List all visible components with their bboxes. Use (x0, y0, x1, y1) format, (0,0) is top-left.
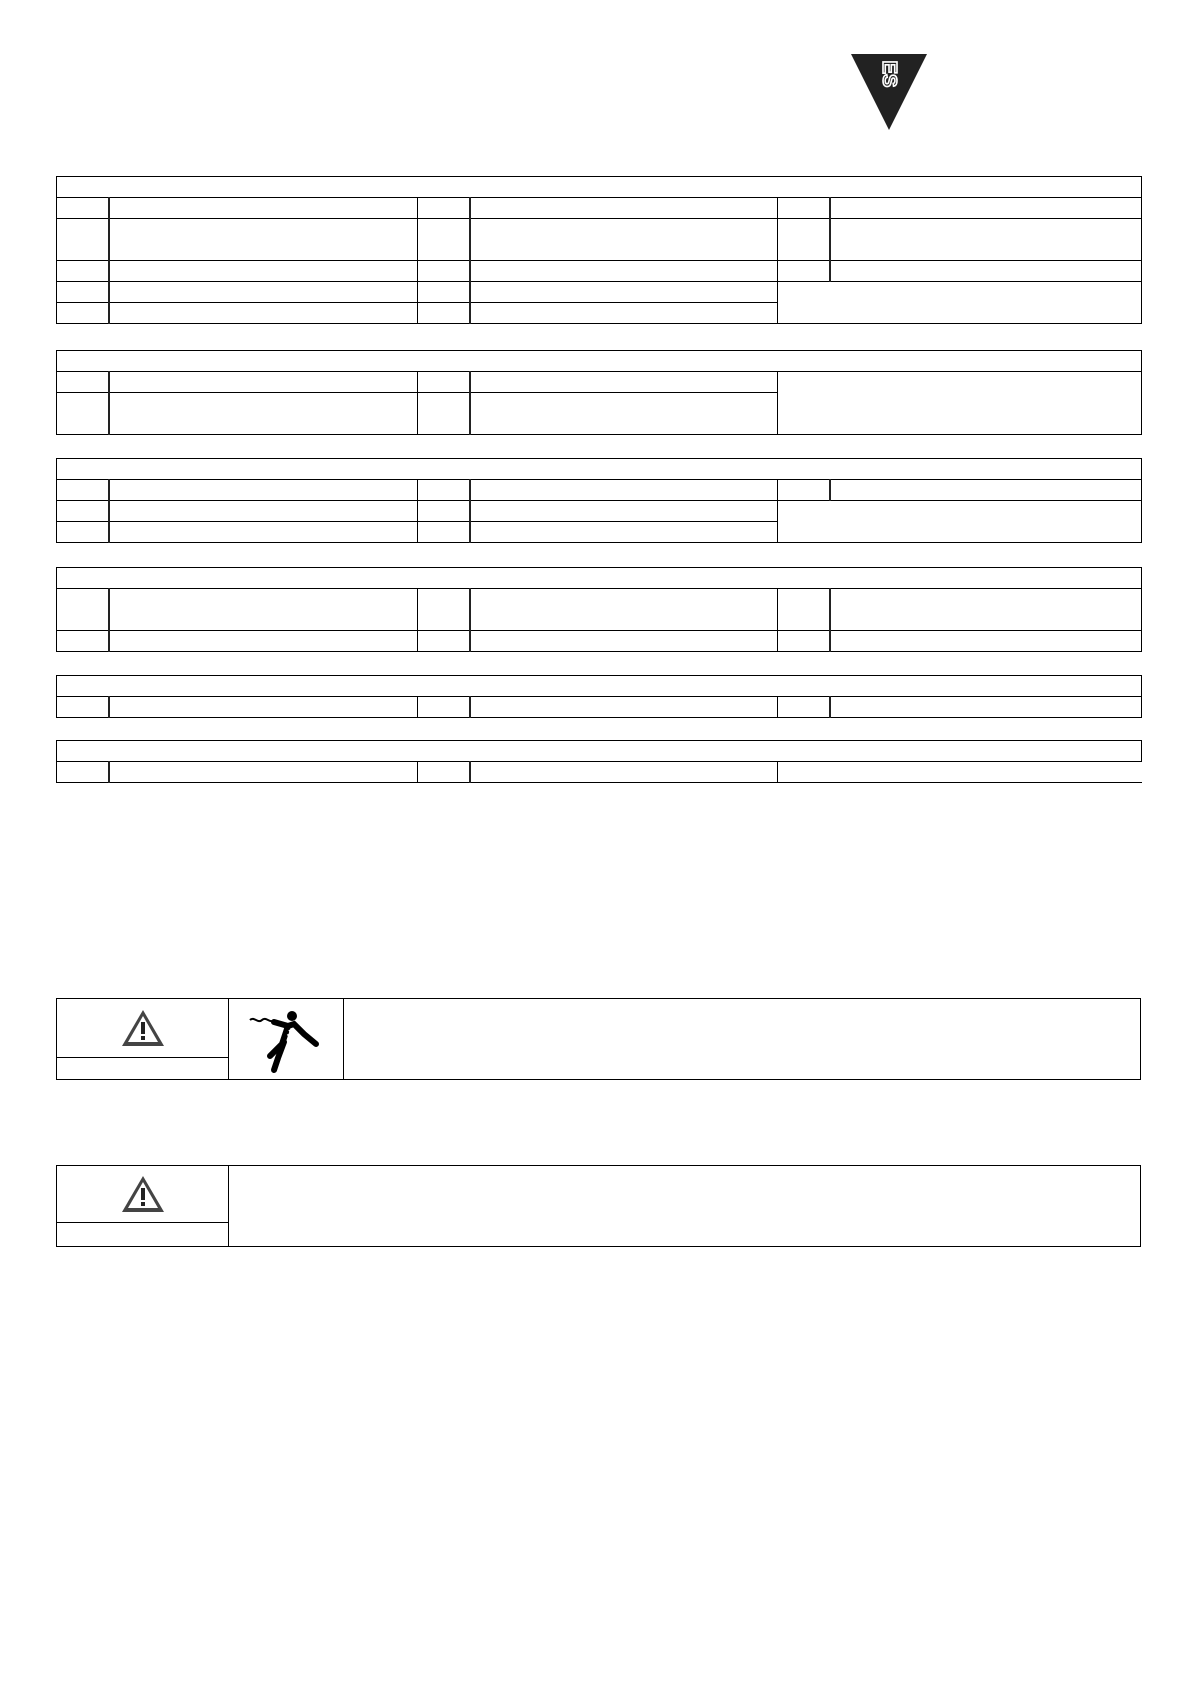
table-cell (109, 372, 418, 393)
table-cell (470, 282, 778, 303)
table-cell (418, 522, 470, 543)
electric-shock-hazard-icon (248, 1004, 324, 1074)
table-cell (57, 261, 109, 282)
table-header-row (57, 568, 1142, 589)
table-cell (470, 198, 778, 219)
electrical-warning-box (56, 998, 1141, 1080)
warning-text (344, 999, 1140, 1079)
table-cell (418, 303, 470, 324)
table-cell (470, 393, 778, 435)
spec-table-5 (56, 675, 1142, 718)
table-cell (778, 261, 830, 282)
warning-triangle-icon (120, 1008, 166, 1048)
table-cell (57, 589, 109, 631)
svg-text:ES: ES (878, 60, 900, 88)
shock-icon-cell (229, 999, 344, 1079)
table-cell (418, 261, 470, 282)
table-row (57, 198, 1142, 219)
warning-label (57, 1223, 228, 1246)
table-cell (778, 697, 830, 718)
table-cell (109, 480, 418, 501)
spec-table-2 (56, 350, 1142, 435)
warning-label (57, 1058, 228, 1079)
table-row (57, 762, 1142, 783)
language-badge (849, 52, 929, 132)
table-cell (778, 501, 1142, 543)
table-row (57, 219, 1142, 261)
table-row (57, 261, 1142, 282)
table-cell (830, 219, 1142, 261)
table-cell (778, 631, 830, 652)
table-header-row (57, 177, 1142, 198)
table-cell (418, 282, 470, 303)
table-cell (778, 372, 1142, 435)
table-cell (830, 697, 1142, 718)
table-cell (109, 589, 418, 631)
table-cell (109, 762, 418, 783)
table-cell (830, 198, 1142, 219)
table-cell (418, 393, 470, 435)
table-cell (470, 589, 778, 631)
spec-table-3 (56, 458, 1142, 543)
table-header-row (57, 459, 1142, 480)
table-cell (57, 762, 109, 783)
language-badge-text (849, 52, 929, 92)
table-cell (778, 762, 1142, 783)
table-cell (109, 522, 418, 543)
table-cell (109, 261, 418, 282)
table-cell (778, 198, 830, 219)
warning-icon-cell (57, 999, 229, 1079)
table-cell (830, 261, 1142, 282)
table-cell (57, 282, 109, 303)
table-row (57, 372, 1142, 393)
table-row (57, 631, 1142, 652)
warning-icon-cell (57, 1166, 229, 1246)
table-cell (418, 372, 470, 393)
table-row (57, 589, 1142, 631)
table-cell (57, 631, 109, 652)
table-cell (778, 589, 830, 631)
table-cell (57, 480, 109, 501)
table-cell (830, 589, 1142, 631)
table-cell (418, 501, 470, 522)
table-cell (57, 393, 109, 435)
table-cell (57, 372, 109, 393)
warning-triangle-icon (120, 1174, 166, 1214)
table-cell (470, 697, 778, 718)
spec-table-6 (56, 740, 1142, 783)
table-cell (418, 762, 470, 783)
table-cell (57, 303, 109, 324)
spec-table-1 (56, 176, 1142, 324)
table-header (57, 676, 1142, 697)
table-header (57, 459, 1142, 480)
table-cell (830, 480, 1142, 501)
table-cell (109, 501, 418, 522)
table-cell (418, 631, 470, 652)
table-cell (470, 631, 778, 652)
table-cell (57, 522, 109, 543)
table-cell (778, 480, 830, 501)
table-cell (470, 303, 778, 324)
table-cell (418, 198, 470, 219)
table-header (57, 568, 1142, 589)
table-cell (57, 219, 109, 261)
table-cell (470, 372, 778, 393)
table-row (57, 282, 1142, 303)
warning-text (229, 1166, 1140, 1246)
table-cell (109, 198, 418, 219)
table-row (57, 480, 1142, 501)
table-cell (109, 282, 418, 303)
table-cell (109, 219, 418, 261)
table-cell (57, 501, 109, 522)
table-cell (778, 282, 1142, 324)
table-header-row (57, 351, 1142, 372)
general-warning-box (56, 1165, 1141, 1247)
table-cell (418, 480, 470, 501)
table-cell (470, 219, 778, 261)
spec-table-4 (56, 567, 1142, 652)
table-cell (109, 303, 418, 324)
table-cell (418, 219, 470, 261)
table-cell (418, 589, 470, 631)
table-cell (470, 261, 778, 282)
table-cell (470, 762, 778, 783)
table-cell (778, 219, 830, 261)
table-cell (109, 697, 418, 718)
table-cell (470, 480, 778, 501)
table-row (57, 697, 1142, 718)
table-header (57, 177, 1142, 198)
table-cell (57, 697, 109, 718)
table-header-row (57, 676, 1142, 697)
table-header-row (57, 741, 1142, 762)
table-row (57, 501, 1142, 522)
table-header (57, 741, 1142, 762)
table-header (57, 351, 1142, 372)
table-cell (830, 631, 1142, 652)
table-cell (109, 393, 418, 435)
table-cell (57, 198, 109, 219)
table-cell (470, 522, 778, 543)
table-cell (418, 697, 470, 718)
table-cell (470, 501, 778, 522)
table-cell (109, 631, 418, 652)
